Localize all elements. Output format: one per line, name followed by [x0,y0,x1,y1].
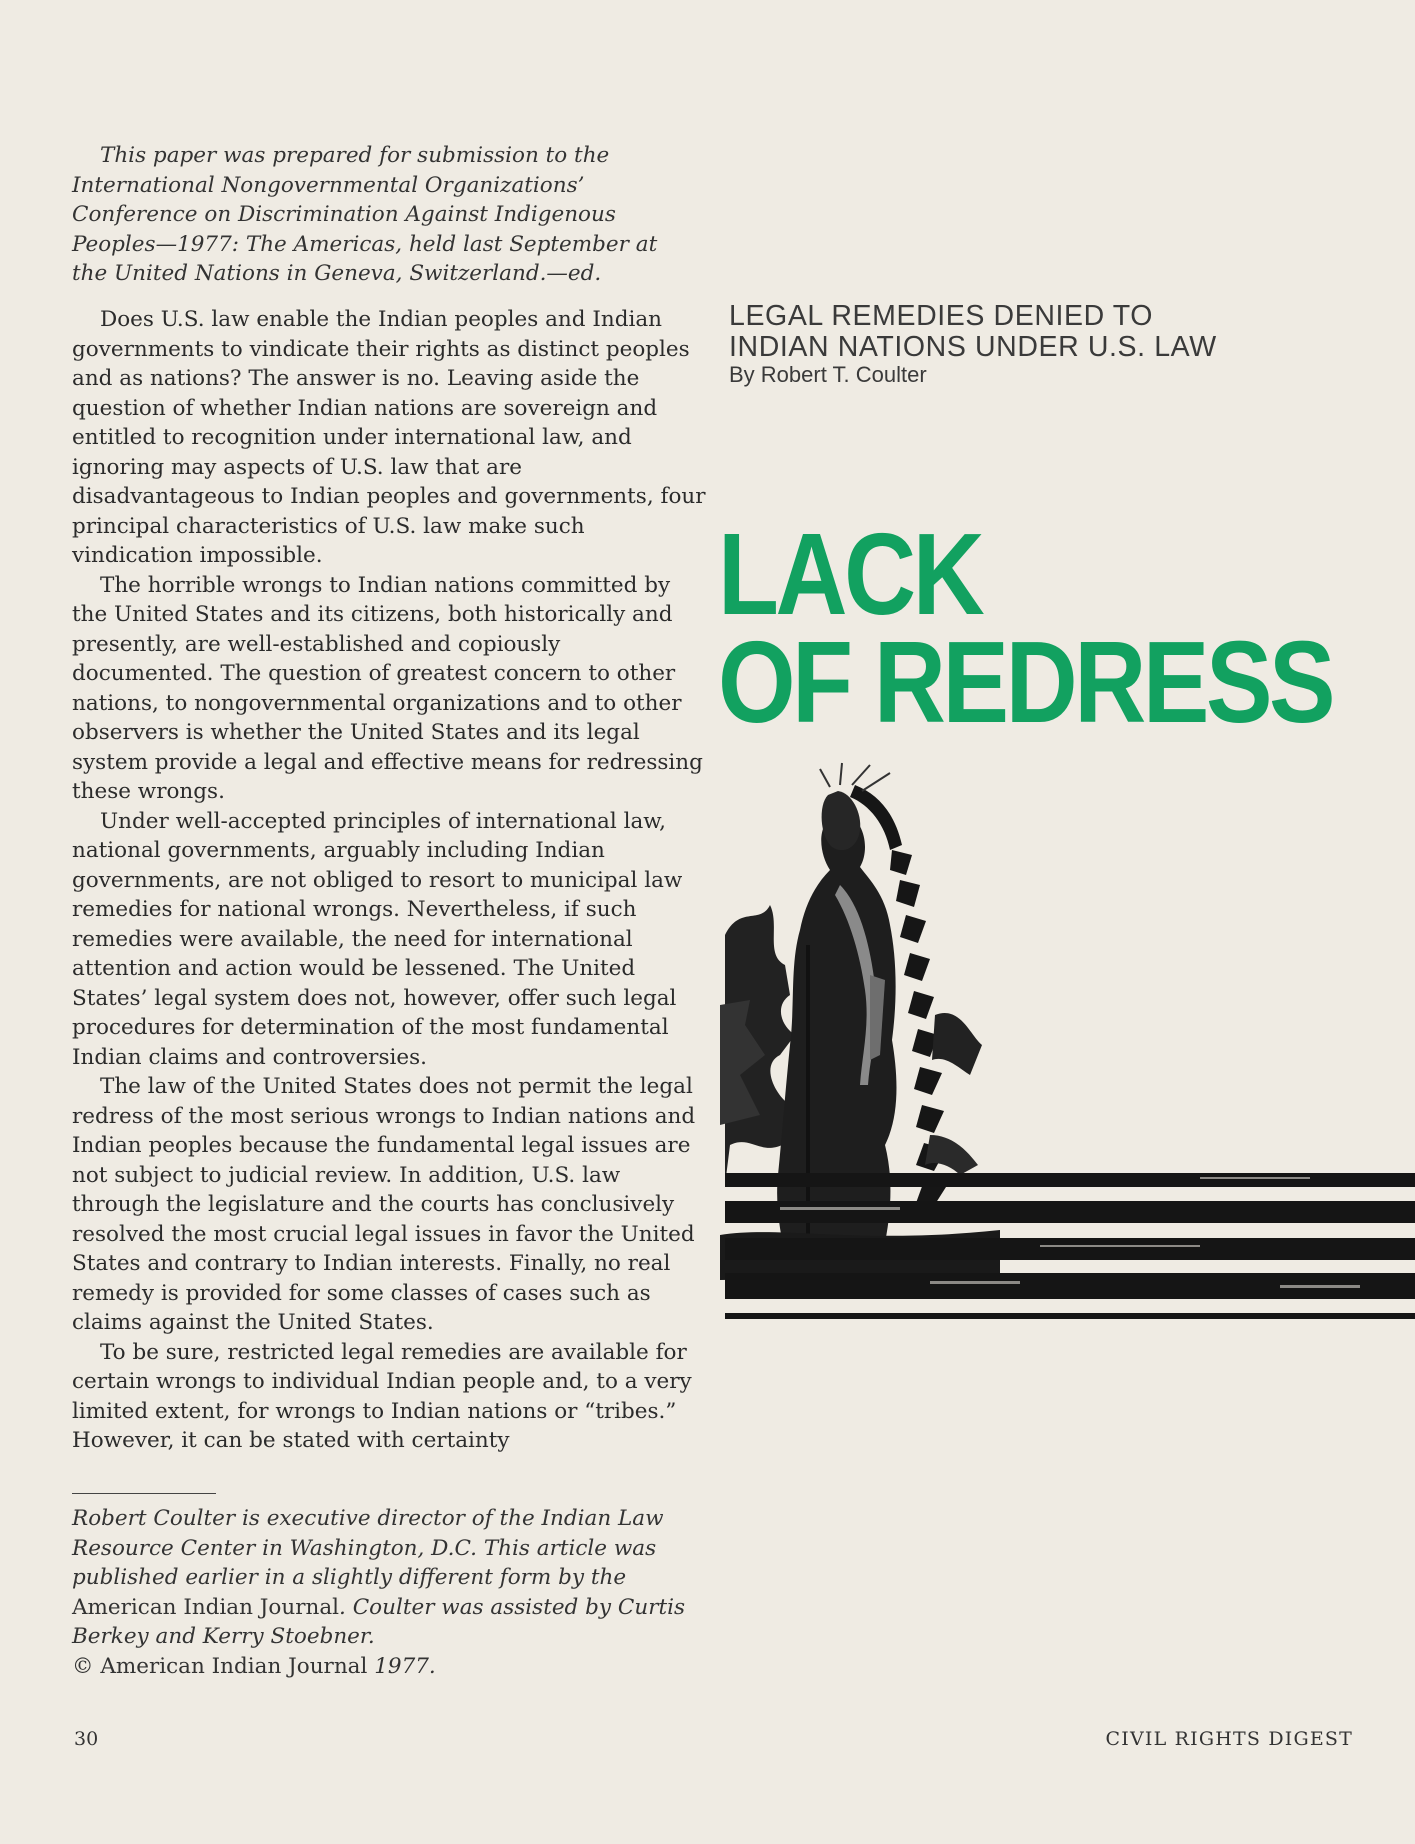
figure-head [822,791,861,850]
author-bio [72,1504,692,1681]
page-number: 30 [74,1728,99,1750]
body-paragraph: Under well-accepted principles of international law, national governments, arguably including Indian governments, are not obliged to resort to municipal law remedies for national wrongs. Nevertheless, if such remedies were available, the need for international attention and action would be lessened. The United States’ legal system does not, however, offer such legal procedures for determination of the most fundamental Indian claims and controversies. [72,808,683,1070]
headline [718,509,1333,747]
foliage-shape [932,1013,982,1075]
stripe [725,1173,1415,1187]
body-paragraph: The horrible wrongs to Indian nations committed by the United States and its citizens, both historically and presently, are well-established and copiously documented. The question of greatest concern to other nations, to nongovernmental organizations and to other observers is whether the United States and its legal system provide a legal and effective means for redressing these wrongs. [72,572,703,804]
editor-note [72,141,692,289]
headline-line1: LACK [718,509,982,639]
copyright-notice: © American Indian Journal [72,1653,375,1679]
chief-illustration [720,755,1415,1330]
editor-note-text: This paper was prepared for submission to the International Nongovernmental Organizations’ Conference on Discrimination Against Indigenous Peoples—1977: The Americas, held last September at the United Nations in Geneva, Switzerland.—ed. [72,143,658,286]
stripe [725,1238,1415,1260]
bio-text-2: . Coulter was assisted by Curtis Berkey and Kerry Stoebner. [72,1594,686,1649]
byline: By Robert T. Coulter [729,362,927,387]
publication-name: CIVIL RIGHTS DIGEST [1105,1728,1353,1750]
article-title-line2: INDIAN NATIONS UNDER U.S. LAW [729,331,1217,363]
article-title-line1: LEGAL REMEDIES DENIED TO [729,300,1154,332]
stripe [725,1201,1415,1223]
staff [806,945,810,1275]
article-title [729,301,1369,363]
bio-journal-name: American Indian Journal [72,1594,340,1620]
body-paragraph: Does U.S. law enable the Indian peoples and Indian governments to vindicate their rights as distinct peoples and as nations? The answer is no. Leaving aside the question of whether Indian nations are sovereign and entitled to recognition under international law, and ignoring may aspects of U.S. law that are disadvantageous to Indian peoples and governments, four principal characteristics of U.S. law make such vindication impossible. [72,307,706,568]
headline-line2: OF REDRESS [718,617,1333,747]
body-paragraph: To be sure, restricted legal remedies are available for certain wrongs to individual Indian people and, to a very limited extent, for wrongs to Indian nations or “tribes.” However, it can be stated with certainty [72,1339,692,1453]
article-body [72,305,708,1456]
stripe [725,1313,1415,1319]
body-paragraph: The law of the United States does not permit the legal redress of the most serious wrongs to Indian nations and Indian peoples because the fundamental legal issues are not subject to judicial review. In addition, U.S. law through the legislature and the courts has conclusively resolved the most crucial legal issues in favor the United States and contrary to Indian interests. Finally, no real remedy is provided for some classes of cases such as claims against the United States. [72,1074,696,1335]
bio-text-1: Robert Coulter is executive director of the Indian Law Resource Center in Washington, D.C. This article was published earlier in a slightly different form by the [72,1506,664,1590]
copyright-year: 1977. [374,1653,436,1679]
footnote-divider [72,1493,216,1494]
